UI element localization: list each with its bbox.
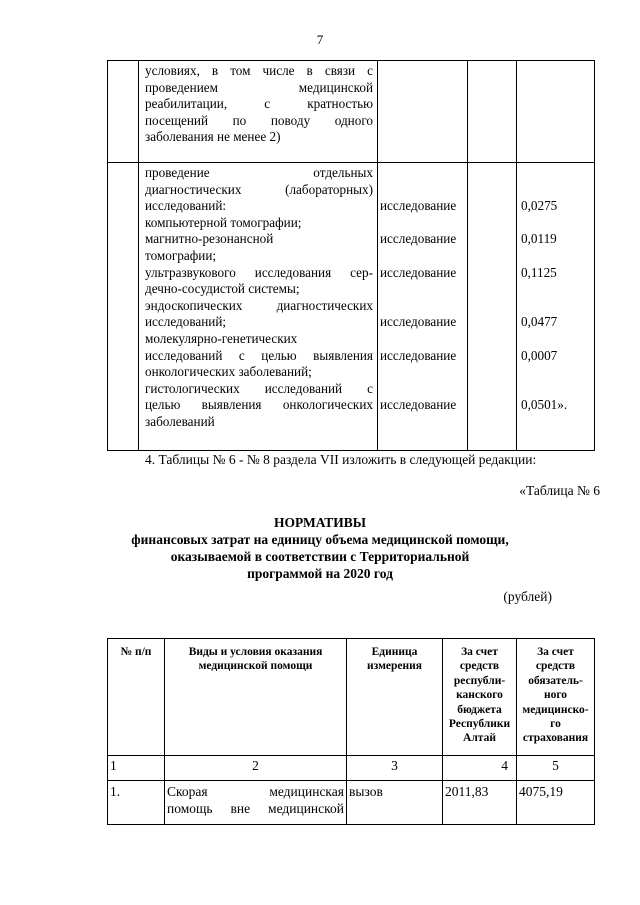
value-cell: 0,0007 [521,347,558,363]
row-number: 1. [108,781,165,825]
unit-column [378,163,468,451]
row-oms: 4075,19 [517,781,595,825]
table-reference: «Таблица № 6 [519,483,600,498]
unit-cell: исследование [380,231,457,247]
value-column [517,163,595,451]
heading-title: НОРМАТИВЫ [273,515,367,530]
row-budget: 2011,83 [443,781,517,825]
heading-line: оказываемой в соответствии с Территориальной [170,549,470,564]
header-cell: Единица измерения [347,639,443,756]
header-cell: За счет средств обязатель- ного медицинско- го страхования [517,639,595,756]
table-header-row [108,639,595,756]
value-cell: 0,0501». [521,397,568,413]
unit-cell: исследование [380,198,457,214]
column-number-row [108,756,595,781]
units-note: (рублей) [503,589,552,604]
unit-cell: исследование [380,264,457,280]
header-cell: Виды и условия оказания медицинской помощи [165,639,347,756]
column-number: 4 [443,756,517,781]
header-cell: № п/п [108,639,165,756]
normatives-table [107,638,595,825]
unit-cell: исследование [380,314,457,330]
row-name: Скорая медицинская помощь вне медицинской [165,781,347,825]
row-text: условиях, в том числе в связи с проведением медицинской реабилитации, с кратностью посещений по поводу одного заболевания не менее 2) [139,61,378,163]
section-heading [0,514,640,582]
table-row [108,781,595,825]
header-cell: За счет средств республи- канского бюджета Республики Алтай [443,639,517,756]
column-number: 3 [347,756,443,781]
value-cell: 0,1125 [521,264,557,280]
unit-cell: исследование [380,347,457,363]
page-number: 7 [316,32,324,47]
unit-cell: исследование [380,397,457,413]
value-cell: 0,0119 [521,231,557,247]
column-number: 2 [165,756,347,781]
paragraph-4: 4. Таблицы № 6 - № 8 раздела VII изложить в следующей редакции: [145,452,537,467]
column-number: 5 [517,756,595,781]
table-row [108,61,595,163]
value-cell: 0,0477 [521,314,558,330]
value-cell: 0,0275 [521,198,558,214]
indicators-table [107,60,595,451]
table-row [108,163,595,451]
column-number: 1 [108,756,165,781]
row-text: проведение отдельных диагностических (лабораторных) исследований: компьютерной томографии; магнитно-резонансной томографии; ультразвукового исследования сер- дечно-сосудистой системы; эндоскопических диагностических исследований; молекулярно-генетических исследований с целью выявления онкологических заболеваний; гистологических исследований с целью выявления онкологических заболеваний [139,163,378,451]
row-unit: вызов [347,781,443,825]
heading-line: программой на 2020 год [247,566,393,581]
heading-line: финансовых затрат на единицу объема медицинской помощи, [131,532,509,547]
